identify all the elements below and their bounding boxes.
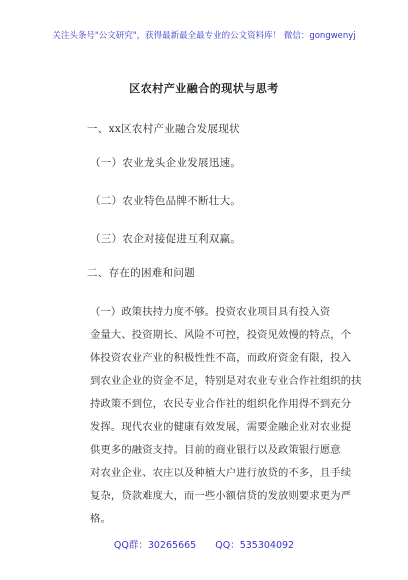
header-banner: 关注头条号"公文研究"，获得最新最全最专业的公文资料库！ 微信：gongwenyj [52, 31, 356, 41]
footer-qq: QQ：535304092 [215, 540, 295, 551]
paragraph-line: （一）政策扶持力度不够。投资农业项目具有投入资 [90, 306, 331, 318]
paragraph-line: 到农业企业的资金不足，特别是对农业专业合作社组织的扶 [90, 375, 362, 387]
paragraph-line: 对农业企业、农庄以及种植大户进行放贷的不多，且手续 [90, 467, 352, 479]
footer-qq-group: QQ群：30265665 [113, 540, 197, 551]
document-title: 区农村产业融合的现状与思考 [129, 82, 279, 95]
footer-contact [0, 537, 408, 551]
paragraph-line: 格。 [90, 513, 111, 525]
list-item-3: （三）农企对接促进互利双赢。 [90, 233, 242, 245]
paragraph-line: 金量大、投资期长、风险不可控，投资见效慢的特点，个 [90, 329, 352, 341]
list-item-1: （一）农业龙头企业发展迅速。 [90, 157, 242, 169]
section-heading-2: 二、存在的困难和问题 [87, 267, 195, 279]
paragraph-line: 体投资农业产业的积极性性不高，而政府资金有限，投入 [90, 352, 352, 364]
paragraph-line: 持政策不到位，农民专业合作社的组织化作用得不到充分 [90, 398, 352, 410]
section-heading-1: 一、xx区农村产业融合发展现状 [87, 123, 240, 135]
paragraph-line: 供更多的融资支持。目前的商业银行以及政策银行愿意 [90, 444, 341, 456]
paragraph-line: 复杂，贷款难度大，而一些小额信贷的发放则要求更为严 [90, 490, 352, 502]
list-item-2: （二）农业特色品牌不断壮大。 [90, 195, 242, 207]
paragraph-line: 发挥。现代农业的健康有效发展，需要金融企业对农业提 [90, 421, 352, 433]
